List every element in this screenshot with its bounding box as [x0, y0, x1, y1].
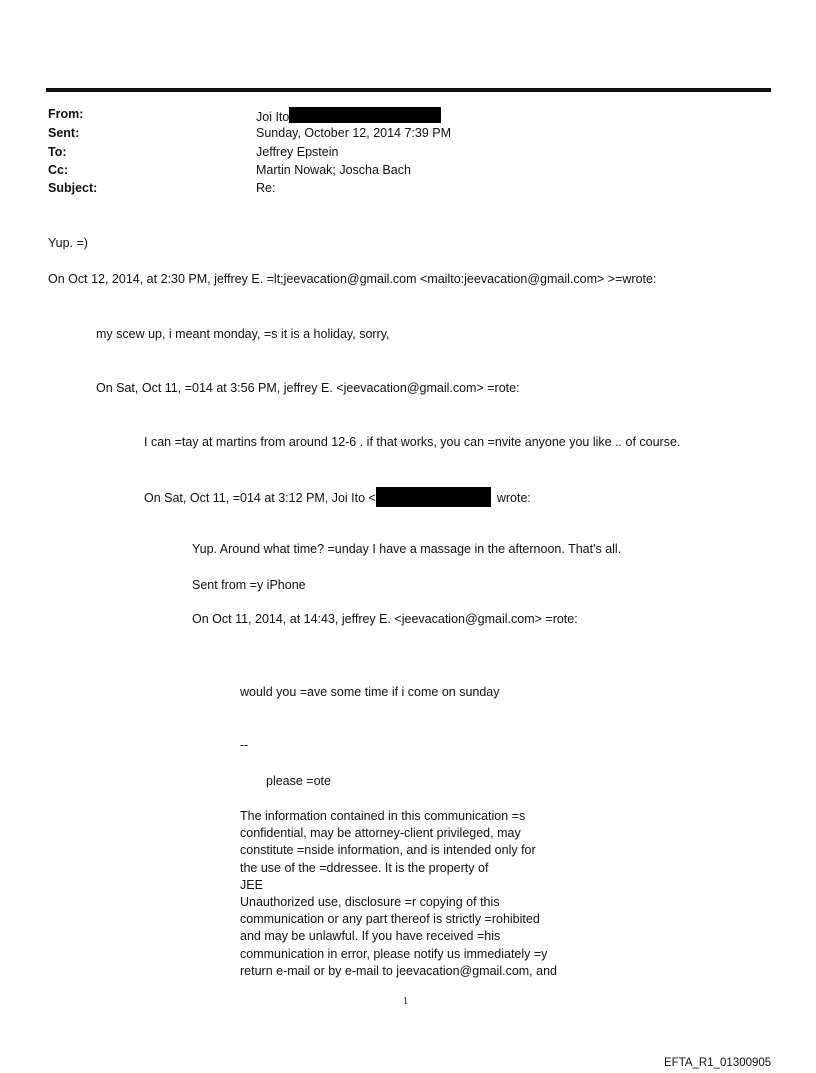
quote-text-1: my scew up, i meant monday, =s it is a holiday, sorry, [96, 327, 390, 341]
signature-separator: -- [240, 738, 249, 752]
please-note: please =ote [266, 774, 331, 788]
quote-header-2: On Sat, Oct 11, =014 at 3:56 PM, jeffrey E. <jeevacation@gmail.com> =rote: [96, 381, 520, 395]
redaction-box [289, 107, 441, 123]
sent-value: Sunday, October 12, 2014 7:39 PM [256, 126, 452, 140]
page-number: 1 [403, 996, 408, 1007]
to-value: Jeffrey Epstein [256, 145, 339, 159]
quote-text-3: Yup. Around what time? =unday I have a massage in the afternoon. That's all. [192, 542, 622, 556]
disclaimer-line: return e-mail or by e-mail to jeevacation@gmail.com, and [240, 963, 557, 978]
reply-text: Yup. =) [48, 236, 88, 250]
redaction-box [376, 487, 491, 507]
disclaimer-line: constitute =nside information, and is intended only for [240, 843, 536, 858]
disclaimer-line: Unauthorized use, disclosure =r copying of this [240, 895, 500, 910]
from-label: From: [48, 107, 84, 121]
quote-signature-3: Sent from =y iPhone [192, 578, 306, 592]
quote-header-3-start: On Sat, Oct 11, =014 at 3:12 PM, Joi Ito < [144, 491, 376, 505]
cc-label: Cc: [48, 163, 69, 177]
to-label: To: [48, 145, 67, 159]
quote-header-3 [144, 487, 531, 507]
subject-value: Re: [256, 181, 276, 195]
disclaimer-line: and may be unlawful. If you have received =his [240, 929, 501, 944]
quote-text-2: I can =tay at martins from around 12-6 . if that works, you can =nvite anyone you like .. of course. [144, 435, 681, 449]
disclaimer-line: The information contained in this communication =s [240, 809, 526, 823]
disclaimer-line: confidential, may be attorney-client privileged, may [240, 826, 521, 841]
quote-header-4: On Oct 11, 2014, at 14:43, jeffrey E. <jeevacation@gmail.com> =rote: [192, 612, 578, 626]
quote-text-4: would you =ave some time if i come on sunday [240, 685, 500, 699]
disclaimer [240, 808, 557, 980]
from-name: Joi Ito [256, 110, 290, 124]
header-rule [46, 88, 771, 92]
subject-label: Subject: [48, 181, 98, 195]
disclaimer-line: communication in error, please notify us immediately =y [240, 946, 548, 961]
bates-number: EFTA_R1_01300905 [664, 1057, 772, 1069]
disclaimer-line: JEE [240, 877, 263, 892]
quote-header-1: On Oct 12, 2014, at 2:30 PM, jeffrey E. =lt;jeevacation@gmail.com <mailto:jeevacation@gmail.com> >=wrote: [48, 272, 657, 286]
disclaimer-line: the use of the =ddressee. It is the property of [240, 860, 489, 875]
from-value [256, 107, 441, 124]
disclaimer-line: communication or any part thereof is strictly =rohibited [240, 912, 540, 927]
quote-header-3-end: wrote: [496, 491, 531, 505]
sent-label: Sent: [48, 126, 80, 140]
cc-value: Martin Nowak; Joscha Bach [256, 163, 411, 177]
